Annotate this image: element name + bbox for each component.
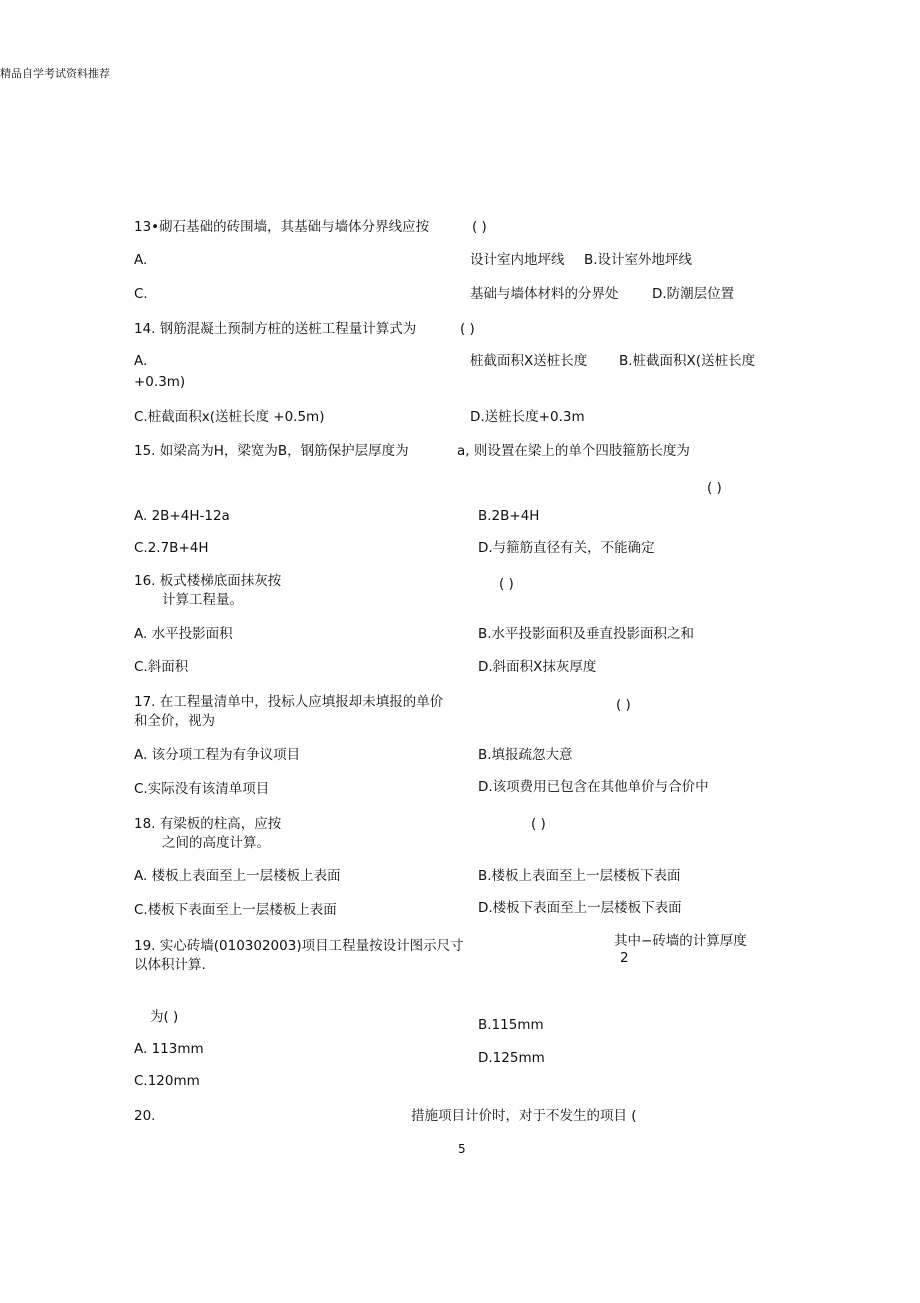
q18-stem-continued: 之间的高度计算。 — [162, 835, 270, 851]
q17-option-c: C.实际没有该清单项目 — [134, 781, 270, 797]
q19-right-text: 其中−砖墙的计算厚度 — [614, 933, 747, 949]
q19-stem: 19. 实心砖墙(010302003)项目工程量按设计图示尺寸 — [134, 938, 464, 954]
q18-option-d: D.楼板下表面至上一层楼板下表面 — [478, 900, 682, 916]
q17-option-a: A. 该分项工程为有争议项目 — [134, 747, 301, 763]
q13-option-b: B.设计室外地坪线 — [584, 252, 693, 268]
q15-stem: 15. 如梁高为H，梁宽为B，钢筋保护层厚度为 — [134, 443, 409, 459]
q13-bracket: ( ) — [472, 219, 487, 235]
q14-option-c: C.桩截面积x(送桩长度 +0.5m) — [134, 409, 325, 425]
q14-option-a-label: A. — [134, 353, 148, 369]
q19-bracket: 为( ) — [150, 1009, 179, 1025]
q16-option-d: D.斜面积X抹灰厚度 — [478, 659, 597, 675]
q14-stem: 14. 钢筋混凝土预制方桩的送桩工程量计算式为 — [134, 321, 417, 337]
q13-option-a: 设计室内地坪线 — [470, 252, 565, 268]
q15-option-c: C.2.7B+4H — [134, 540, 209, 556]
q19-option-a: A. 113mm — [134, 1041, 204, 1057]
q19-option-c: C.120mm — [134, 1073, 200, 1089]
q14-option-b-continued: +0.3m) — [134, 374, 186, 390]
q19-option-b: B.115mm — [478, 1017, 544, 1033]
q18-stem: 18. 有梁板的柱高，应按 — [134, 816, 282, 832]
q13-option-c: 基础与墙体材料的分界处 — [470, 286, 619, 302]
q17-option-d: D.该项费用已包含在其他单价与合价中 — [478, 779, 709, 795]
q19-stem-continued: 以体积计算. — [134, 957, 206, 973]
q17-bracket: ( ) — [616, 697, 631, 713]
page-header: 精品自学考试资料推荐 — [0, 67, 110, 80]
q13-stem: 13•砌石基础的砖围墙，其基础与墙体分界线应按 — [134, 219, 430, 235]
q18-option-c: C.楼板下表面至上一层楼板上表面 — [134, 902, 337, 918]
q17-option-b: B.填报疏忽大意 — [478, 747, 573, 763]
q16-bracket: ( ) — [499, 576, 514, 592]
q13-option-a-label: A. — [134, 252, 148, 268]
q20-stem: 措施项目计价时，对于不发生的项目 ( — [411, 1108, 637, 1124]
q18-bracket: ( ) — [531, 816, 546, 832]
q15-option-b: B.2B+4H — [478, 508, 540, 524]
q14-option-d: D.送桩长度+0.3m — [470, 409, 585, 425]
page-number: 5 — [458, 1142, 466, 1156]
q15-option-a: A. 2B+4H-12a — [134, 508, 230, 524]
q19-option-d: D.125mm — [478, 1050, 545, 1066]
q14-option-b: B.桩截面积X(送桩长度 — [619, 353, 756, 369]
q19-right-subscript: 2 — [620, 950, 629, 966]
q15-stem-continued: a, 则设置在梁上的单个四肢箍筋长度为 — [457, 443, 690, 459]
q15-bracket: ( ) — [707, 480, 722, 496]
q16-stem: 16. 板式楼梯底面抹灰按 — [134, 573, 282, 589]
q17-stem-continued: 和全价，视为 — [134, 713, 215, 729]
q18-option-a: A. 楼板上表面至上一层楼板上表面 — [134, 868, 341, 884]
q20-label: 20. — [134, 1108, 156, 1124]
q13-option-d: D.防潮层位置 — [652, 286, 735, 302]
q18-option-b: B.楼板上表面至上一层楼板下表面 — [478, 868, 681, 884]
q16-option-c: C.斜面积 — [134, 659, 189, 675]
q16-option-a: A. 水平投影面积 — [134, 626, 233, 642]
q17-stem: 17. 在工程量清单中，投标人应填报却未填报的单价 — [134, 694, 444, 710]
q16-option-b: B.水平投影面积及垂直投影面积之和 — [478, 626, 695, 642]
q14-bracket: ( ) — [460, 321, 475, 337]
q15-option-d: D.与箍筋直径有关，不能确定 — [478, 540, 655, 556]
q13-option-c-label: C. — [134, 286, 148, 302]
q16-stem-continued: 计算工程量。 — [162, 592, 243, 608]
q14-option-a: 桩截面积X送桩长度 — [470, 353, 588, 369]
